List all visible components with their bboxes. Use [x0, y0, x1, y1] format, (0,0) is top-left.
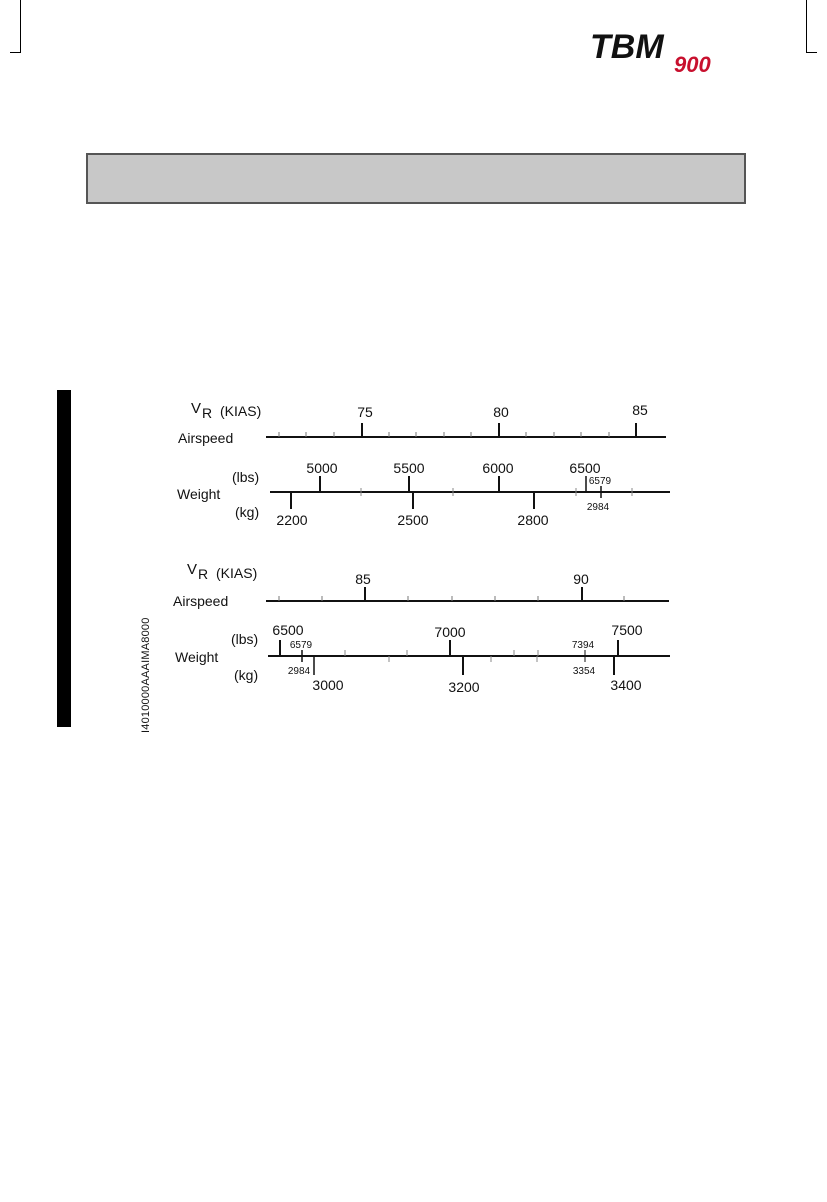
airspeed-label: Airspeed [173, 593, 229, 609]
lbs-tick-label: 5000 [306, 460, 338, 476]
kg-tick-label: 3400 [610, 677, 642, 693]
lbs-small-label: 6579 [289, 640, 313, 651]
kg-tick-label: 3000 [312, 677, 344, 693]
vr-symbol: V [191, 400, 202, 417]
lbs-tick-label: 7500 [611, 622, 643, 638]
airspeed-tick-label: 90 [573, 571, 589, 587]
weight-label: Weight [177, 486, 221, 502]
figure-identifier: I4010000AAAIMA8000 [140, 617, 152, 733]
vr-unit: (KIAS) [216, 565, 258, 581]
kg-small-label: 3354 [572, 666, 596, 677]
kg-tick-label: 2500 [397, 512, 429, 528]
weight-label: Weight [175, 649, 219, 665]
logo-900: 900 [674, 52, 711, 76]
logo-tbm: TBM [590, 28, 664, 66]
lbs-tick-label: 5500 [393, 460, 425, 476]
kg-tick-label: 3200 [448, 679, 480, 695]
lbs-limit-label: 6579 [588, 476, 612, 487]
vr-chart-2 [173, 561, 670, 695]
kg-small-label: 2984 [287, 666, 311, 677]
vr-chart-1 [177, 400, 670, 528]
lbs-small-label: 7394 [571, 640, 595, 651]
lbs-tick-label: 6000 [482, 460, 514, 476]
lbs-tick-label: 6500 [272, 622, 304, 638]
kg-label: (kg) [235, 504, 260, 520]
kg-label: (kg) [234, 667, 259, 683]
kg-tick-label: 2200 [276, 512, 308, 528]
lbs-tick-label: 6500 [569, 460, 601, 476]
lbs-label: (lbs) [232, 469, 260, 485]
vr-symbol: V [187, 561, 198, 578]
airspeed-tick-label: 85 [355, 571, 371, 587]
vr-subscript: R [198, 566, 209, 582]
airspeed-label: Airspeed [178, 430, 234, 446]
lbs-label: (lbs) [231, 631, 259, 647]
airspeed-tick-label: 85 [632, 402, 648, 418]
vr-subscript: R [202, 405, 213, 421]
airspeed-tick-label: 80 [493, 404, 509, 420]
lbs-tick-label: 7000 [434, 624, 466, 640]
airspeed-tick-label: 75 [357, 404, 373, 420]
kg-limit-label: 2984 [586, 502, 610, 513]
vr-unit: (KIAS) [220, 403, 262, 419]
kg-tick-label: 2800 [517, 512, 549, 528]
